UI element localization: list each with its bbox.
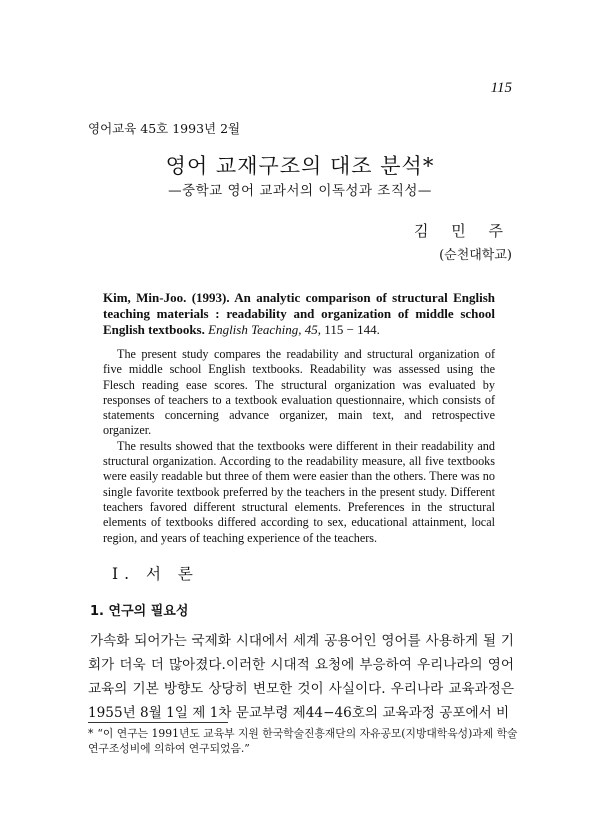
citation (103, 290, 495, 338)
journal-header: 영어교육 45호 1993년 2월 (88, 121, 241, 136)
footnote-mark: * (88, 727, 94, 740)
body-paragraph: 가속화 되어가는 국제화 시대에서 세계 공용어인 영어를 사용하게 될 기회가 더욱 더 많아졌다.이러한 시대적 요청에 부응하여 우리나라의 영어교육의 기본 방향도 상당히 변모한 것이 사실이다. 우리나라 교육과정은 1955년 8월 1일 제 1차 문교부령 제44−46호의 교육과정 공포에서 비 (88, 633, 514, 721)
article-subtitle: —중학교 영어 교과서의 이독성과 조직성— (168, 183, 432, 199)
section-heading: Ⅰ. 서 론 (112, 565, 199, 583)
footnote (88, 726, 518, 756)
author-name: 김 민 주 (413, 222, 512, 240)
abstract (103, 290, 495, 546)
abstract-paragraph: The results showed that the textbooks were different in their readability and structural organization. According to the readability measure, all five textbooks were easily readable but three of them were easier than the others. There was no single favorite textbook preferred by the teachers in the present study. Different teachers favored different structural elements. Preferences in the structural elements of textbooks differed according to sex, educational attainment, local region, and years of teaching experience of the teachers. (103, 438, 495, 545)
citation-authors-year: Kim, Min-Joo. (1993). (103, 290, 235, 305)
citation-pages: 115 − 144. (321, 322, 380, 337)
subsection-heading: 1. 연구의 필요성 (90, 604, 189, 619)
citation-journal: English Teaching, 45, (208, 322, 322, 337)
footnote-divider (88, 722, 228, 723)
author-affiliation: (순천대학교) (439, 248, 512, 263)
abstract-paragraph: The present study compares the readability and structural organization of five middle school English textbooks. Readability was assessed using the Flesch reading ease scores. The structural organization was evaluated by responses of teachers to a textbook evaluation questionnaire, which consists of statements concerning advance organizer, main text, and retrospective organizer. (103, 347, 495, 438)
citation-article-title: An analytic comparison of structural English teaching materials : readability and organization of middle school English textbooks. (103, 290, 495, 337)
footnote-text: “이 연구는 1991년도 교육부 지원 한국학술진흥재단의 자유공모(지방대학육성)과제 학술연구조성비에 의하여 연구되었음.” (88, 727, 518, 755)
article-title: 영어 교재구조의 대조 분석* (165, 154, 435, 178)
page-number: 115 (490, 80, 512, 96)
